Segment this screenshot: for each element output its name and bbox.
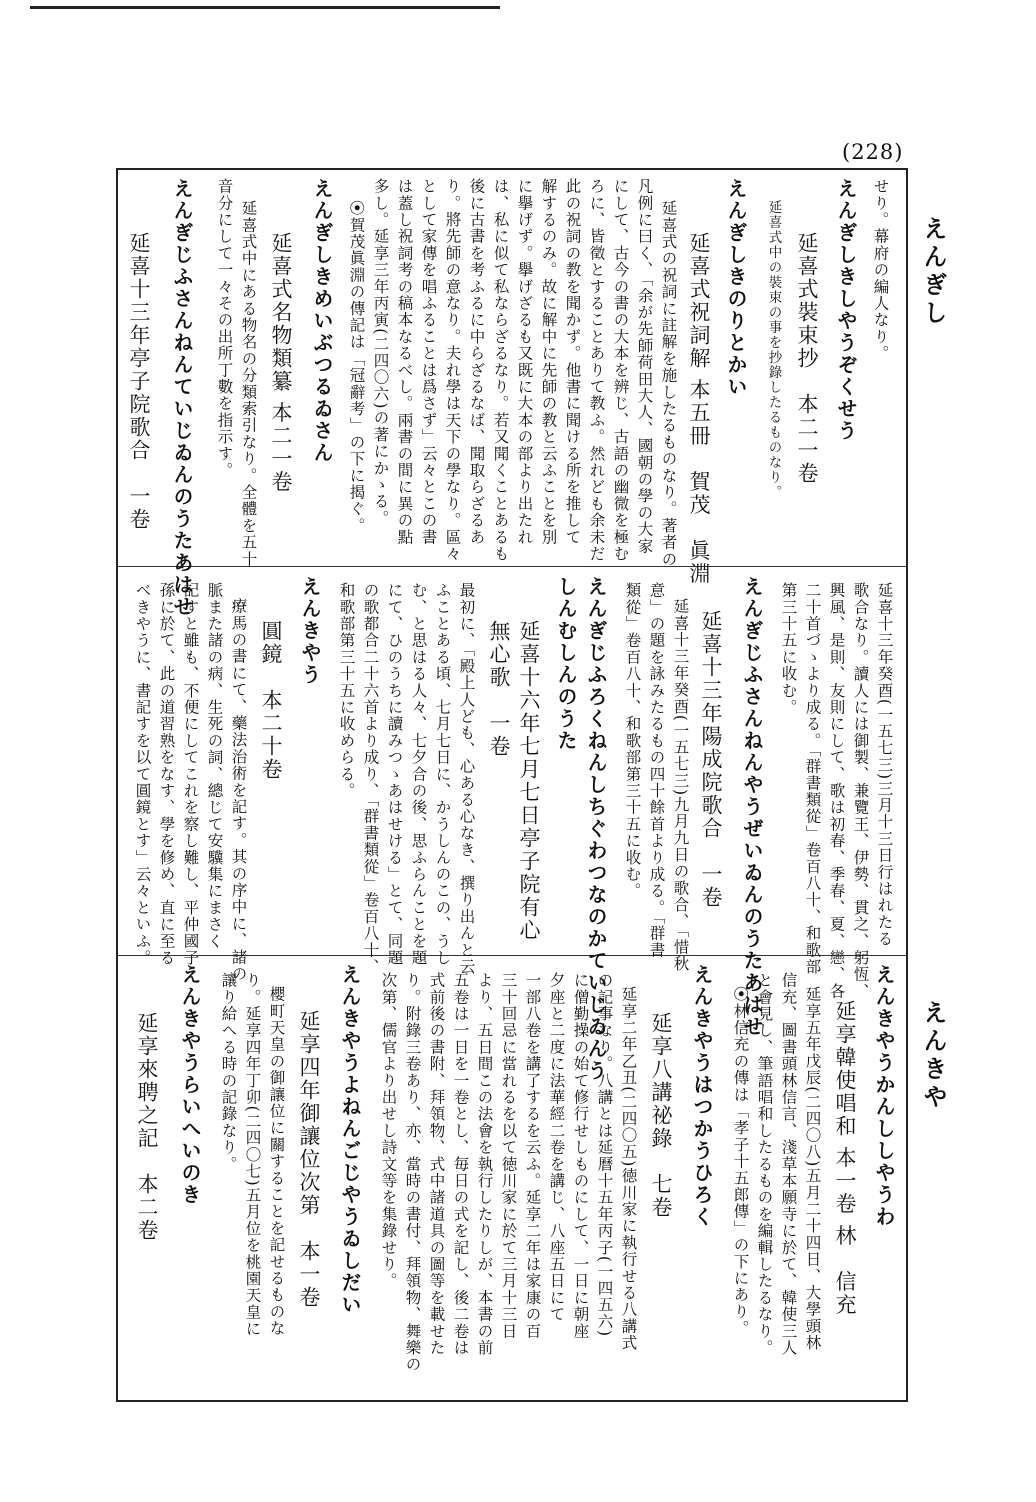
entry-reading: えんきやうよねんごじやうゐしだい [338,964,362,1316]
text-column: 延喜式中にある物名の分類索引なり。全體を五十 [239,200,258,568]
text-column: 意」の題を詠みたるもの四十餘首より成る。「群書 [647,582,666,959]
entry-reading: えんきやうらいへいのき [178,964,202,1206]
entry-title: 延享韓使唱和 本一卷 林 信充 [833,1000,857,1317]
section-divider-upper [117,566,907,567]
text-column: 多し。延享三年丙寅(二四〇六)の著にかゝる。 [371,178,390,527]
text-column: 第三十五に收む。 [779,582,798,716]
text-column: む、と思はる人々、七夕合の後、思ふらんことを題 [409,582,428,967]
text-column: 延享五年戊辰(二四〇八)五月二十四日、大學頭林 [803,986,822,1352]
text-column: ふことある頃、七月七日に、かうしんのこの、うし [433,582,452,967]
entry-title: 延喜十三年陽成院歌合 一卷 [699,610,723,909]
text-column: 五卷は一日を一卷とし、毎日の式を記し、後二卷は [451,972,470,1357]
text-column: 二十首づゝより成る。「群書類從」卷百八十、和歌部 [803,582,822,976]
entry-reading: えんきやうかんししやうわ [872,964,896,1228]
entry-title: 延喜式祝詞解 本五冊 賀茂 眞淵 [687,232,711,586]
text-column: 記すと雖も、不便にしてこれを察し難し、平仲國子 [181,582,200,967]
text-column: 脈また諸の病、生死の詞、總じて安驥集にまさく [205,582,224,950]
entry-reading: えんきやうはつかうひろく [690,964,714,1228]
entry-title: 延享來聘之記 本二卷 [135,1012,159,1242]
text-column: より、五日間この法會を執行したりしが、本書の前 [475,972,494,1357]
text-column: 式前後の書附、拜領物、式中諸道具の圖等を載せた [427,972,446,1357]
text-column: に擧げず。擧げざるも又既に大本の部より出たれ [515,178,534,546]
entry-reading-continued: しんむしんのうた [554,576,578,752]
text-column: ⦿林信充の傳は「孝子十五郎傳」の下にあり。 [731,986,750,1337]
text-column: り。附錄三卷あり、亦、當時の書付、拜領物、舞樂の [403,972,422,1373]
text-column: べきやうに、書記すを以て圓鏡とす」云々といふ。 [133,582,152,967]
text-column: は、私に似て私ならざるなり。若又聞くことあるも [491,178,510,563]
text-column: ⦿賀茂眞淵の傳記は「冠辭考」の下に揭ぐ。 [347,200,366,535]
top-rule [30,6,500,9]
text-column: 後に古書を考ふるに中らざるなば、聞取らざるあ [467,178,486,546]
entry-title: 延享八講祕錄 七卷 [649,1012,673,1219]
running-head-upper: えんぎし [919,216,947,328]
entry-title: 延喜十三年亭子院歌合 一卷 [127,232,151,531]
text-column: と會見し、筆語唱和したるものを編輯したるなり。 [755,972,774,1357]
text-column: にて、ひのうちに讀みつゝあはせける」とて、同題 [385,582,404,967]
text-column: り。將先師の意なり。夫れ學は天下の學なり。區々 [443,178,462,563]
text-column: として家傳を唱ふることは爲さず」云々とこの書 [419,178,438,546]
entry-title-continued: 無心歌 一卷 [487,620,511,758]
text-column: 類從」卷百八十、和歌部第三十五に收む。 [623,582,642,900]
text-column: 孫に於て、此の道習熟をなす、學を修め、直に至る [157,582,176,967]
text-column: 延喜式中の裝束の事を抄錄したるものなり。 [765,200,782,500]
text-column: 櫻町天皇の御讓位に關することを記せるものな [267,986,286,1337]
text-column: 興風、是則、友則にして、歌は初春、季春、夏、戀、各 [827,582,846,1000]
text-column: 一部八卷を講了するを云ふ。延享二年は家康の百 [523,972,542,1340]
text-column: にして、古今の書の大本を辨じ、古語の幽微を極む [611,178,630,563]
entry-title: 延喜式裝束抄 本二一卷 [795,232,819,485]
text-column: の記事なり。八講とは延曆十五年丙子(一四五六) [595,972,614,1338]
text-column: 三十回忌に當れるを以て徳川家に於て三月十三日 [499,972,518,1340]
text-column: 延喜式の祝詞に註解を施したるものなり。著者の [659,200,678,568]
text-column: 信充、圖書頭林信言、淺草本願寺に於て、韓使三人 [779,972,798,1357]
text-column: は蓋し祝詞考の稿本なるべし。兩書の間に異の點 [395,178,414,546]
text-column: 和歌部第三十五に收めらる。 [337,582,356,800]
text-column: 此の祝詞の教を聞かず。他書に聞ける所を推して [563,178,582,546]
entry-reading: えんぎじふろくねんしちぐわつなのかていじゐんう [584,576,608,1082]
entry-reading: えんぎしきめいぶつるゐさん [310,178,334,464]
entry-reading: えんぎしきしやうぞくせう [834,178,858,442]
text-column: り。延享四年丁卯(二四〇七)五月位を桃園天皇に [243,972,262,1338]
text-column: 最初に、「殿上人ども、心ある心なき、撰り出んと云 [457,582,476,976]
text-column: 夕座と二度に法華經二卷を講じ、八座五日にて [547,972,566,1323]
page-number: (228) [842,140,904,164]
text-column: 歌合なり。讀人には御製、兼覽王、伊勢、貫之、躬恆、 [851,582,870,1000]
entry-reading: えんきやう [298,576,322,686]
text-column: 次第、儒官より出せし詩文等を集錄せり。 [379,972,398,1290]
entry-title: 延享四年御讓位次第 本一卷 [297,1010,321,1309]
running-head-lower: えんきや [919,1000,947,1112]
text-column: に僧勤操の始て修行せしものにして、一日に朝座 [571,972,590,1340]
text-column: ろに、皆徵とすることありて教ふ。然れども余未だ [587,178,606,563]
entry-title: 延喜式名物類纂 本二一卷 [269,232,293,494]
entry-reading: えんぎじふさんねんていじゐんのうたあはせ [170,178,194,618]
entry-reading: えんぎしきのりとかい [724,178,748,398]
text-column: の歌都合二十六首より成り、「群書類從」卷百八十、 [361,582,380,976]
text-column: 凡例に曰く、「余が先師荷田大人、國朝の學の大家 [635,178,654,555]
text-column: 療馬の書にて、藥法治術を記す。其の序中に、諸の [229,598,248,983]
text-column: 延享二年乙丑(二四〇五)徳川家に執行せる八講式 [619,986,638,1352]
entry-title: 延喜十六年七月七日亭子院有心 [517,620,541,942]
text-column: 音分にして一々その出所丁數を指示す。 [215,178,234,479]
entry-reading: えんぎじふさんねんやうぜいゐんのうたあはせ [740,576,764,1038]
text-column: せり。幕府の編人なり。 [871,178,890,362]
text-column: 解するのみ。故に解中に先師の教と云ふことを別 [539,178,558,546]
text-column: 延喜十三年癸酉(一五七三)三月十三日行はれたる [875,582,894,948]
text-column: 延喜十三年癸酉(一五七三)九月九日の歌合、「惜秋 [671,598,690,973]
entry-title: 圓鏡 本二十卷 [259,620,283,781]
text-column: 讓り給へる時の記錄なり。 [219,972,238,1173]
